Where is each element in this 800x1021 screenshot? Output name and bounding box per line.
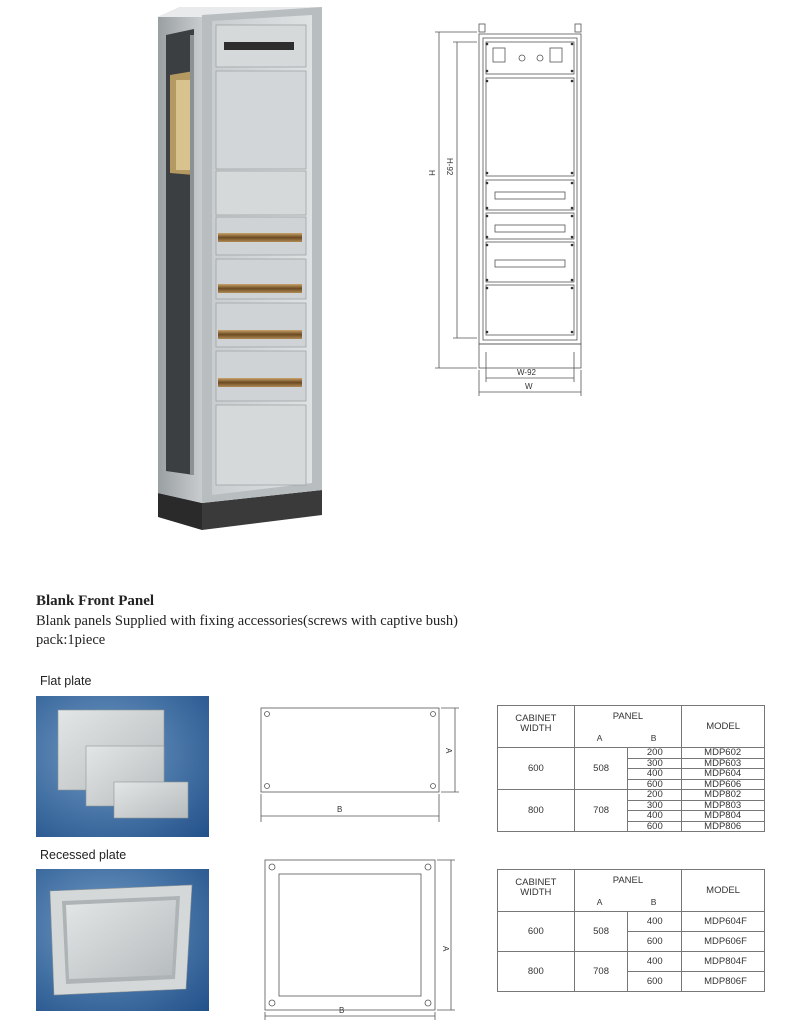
panel-b-cell: 600 — [628, 932, 682, 952]
panel-b-cell: 400 — [628, 811, 682, 822]
th-panel-label: PANEL — [612, 875, 644, 886]
dim-label-w-92: W-92 — [517, 368, 536, 377]
flat-dim-a: A — [444, 748, 453, 754]
model-cell: MDP804F — [682, 952, 765, 972]
panel-b-cell: 600 — [628, 779, 682, 790]
th-panel — [574, 706, 681, 748]
model-cell: MDP602 — [682, 748, 765, 759]
th-panel-a: A — [596, 732, 603, 743]
model-cell: MDP806 — [682, 821, 765, 832]
flat-plate-table — [497, 705, 765, 832]
model-cell: MDP604 — [682, 769, 765, 780]
model-cell: MDP803 — [682, 800, 765, 811]
cabinet-front-drawing — [395, 20, 600, 400]
pack-info: pack:1piece — [36, 632, 106, 648]
model-cell: MDP603 — [682, 758, 765, 769]
th-panel-a: A — [596, 896, 603, 907]
panel-a-cell: 508 — [574, 912, 628, 952]
th-panel-label: PANEL — [612, 711, 644, 722]
recessed-plate-label: Recessed plate — [40, 848, 127, 862]
panel-b-cell: 400 — [628, 952, 682, 972]
section-title: Blank Front Panel — [36, 593, 155, 609]
recessed-plate-drawing — [255, 856, 465, 1021]
panel-b-cell: 600 — [628, 972, 682, 992]
panel-b-cell: 600 — [628, 821, 682, 832]
cabinet-width-cell: 600 — [498, 912, 575, 952]
model-cell: MDP806F — [682, 972, 765, 992]
panel-a-cell: 708 — [574, 790, 628, 832]
panel-b-cell: 400 — [628, 912, 682, 932]
panel-b-cell: 300 — [628, 758, 682, 769]
panel-b-cell: 400 — [628, 769, 682, 780]
table-row — [498, 790, 765, 801]
th-panel — [574, 870, 681, 912]
table-row — [498, 748, 765, 759]
cabinet-width-cell: 600 — [498, 748, 575, 790]
cabinet-width-cell: 800 — [498, 790, 575, 832]
th-cabinet-width: CABINET WIDTH — [498, 706, 575, 748]
flat-plate-drawing — [255, 700, 465, 828]
th-cabinet-width: CABINET WIDTH — [498, 870, 575, 912]
th-panel-b: B — [650, 896, 657, 907]
panel-a-cell: 708 — [574, 952, 628, 992]
recessed-dim-b: B — [339, 1006, 345, 1015]
panel-a-cell: 508 — [574, 748, 628, 790]
section-description: Blank panels Supplied with fixing accessories(screws with captive bush) — [36, 613, 459, 629]
model-cell: MDP804 — [682, 811, 765, 822]
model-cell: MDP606F — [682, 932, 765, 952]
th-model: MODEL — [682, 706, 765, 748]
panel-b-cell: 200 — [628, 790, 682, 801]
flat-plate-photo — [36, 696, 209, 837]
table-row — [498, 912, 765, 932]
panel-b-cell: 300 — [628, 800, 682, 811]
recessed-plate-table — [497, 869, 765, 992]
dim-label-h-92: H-92 — [445, 158, 454, 176]
panel-b-cell: 200 — [628, 748, 682, 759]
flat-dim-b: B — [337, 805, 343, 814]
model-cell: MDP606 — [682, 779, 765, 790]
recessed-plate-photo — [36, 869, 209, 1011]
model-cell: MDP802 — [682, 790, 765, 801]
table-row — [498, 952, 765, 972]
recessed-dim-a: A — [441, 946, 450, 952]
cabinet-photo — [150, 5, 335, 535]
dim-label-w: W — [525, 382, 533, 391]
model-cell: MDP604F — [682, 912, 765, 932]
th-panel-b: B — [650, 732, 657, 743]
flat-plate-label: Flat plate — [40, 674, 92, 688]
cabinet-width-cell: 800 — [498, 952, 575, 992]
th-model: MODEL — [682, 870, 765, 912]
dim-label-h: H — [427, 170, 436, 176]
